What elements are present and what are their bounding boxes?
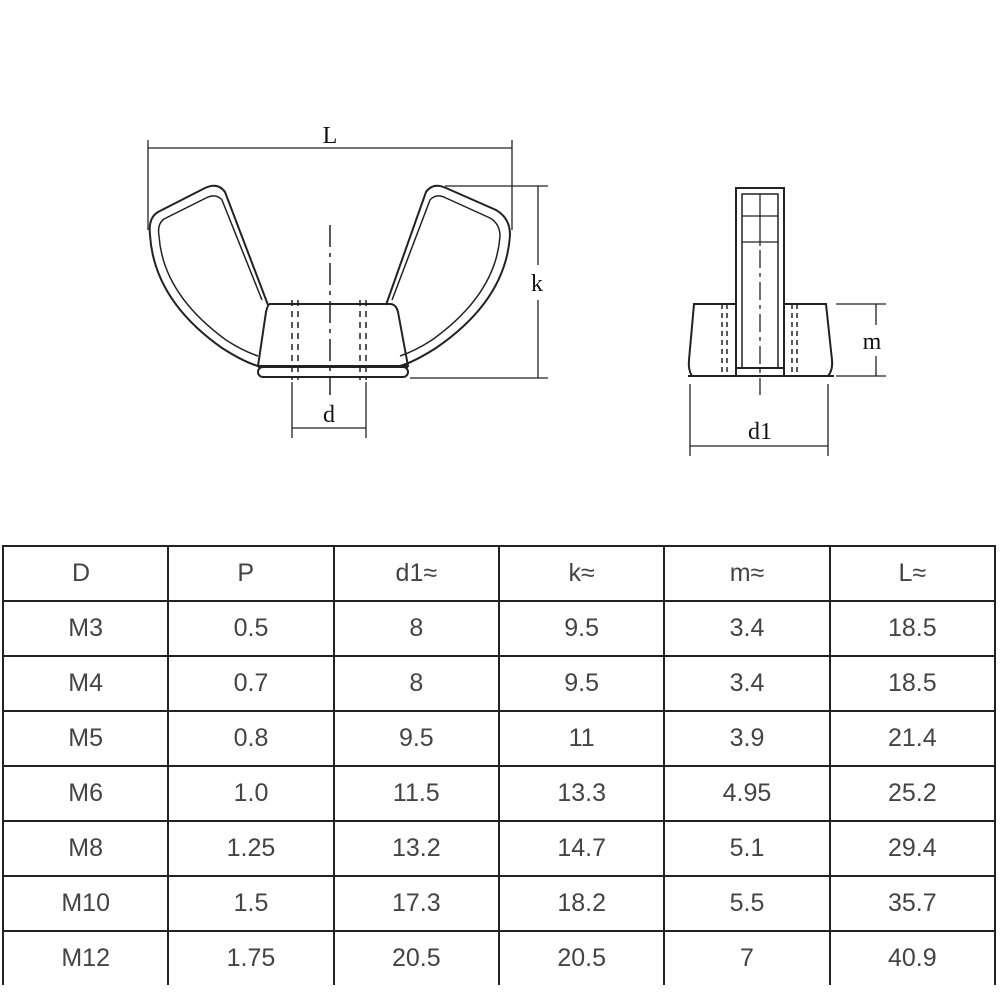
cell-d1: 20.5 xyxy=(334,931,499,985)
cell-d1: 9.5 xyxy=(334,711,499,766)
cell-D: M8 xyxy=(3,821,168,876)
cell-d1: 8 xyxy=(334,656,499,711)
header-k: k≈ xyxy=(499,546,664,601)
right-wing-inner xyxy=(392,196,500,356)
header-D: D xyxy=(3,546,168,601)
table-row xyxy=(3,876,995,931)
cell-L: 40.9 xyxy=(830,931,995,985)
cell-D: M12 xyxy=(3,931,168,985)
cell-m: 7 xyxy=(664,931,829,985)
right-wing xyxy=(386,186,510,366)
cell-P: 1.25 xyxy=(168,821,333,876)
cell-L: 18.5 xyxy=(830,601,995,656)
cell-m: 4.95 xyxy=(664,766,829,821)
header-m: m≈ xyxy=(664,546,829,601)
cell-k: 14.7 xyxy=(499,821,664,876)
cell-L: 29.4 xyxy=(830,821,995,876)
left-wing-inner xyxy=(159,196,262,356)
cell-P: 1.0 xyxy=(168,766,333,821)
hub-body xyxy=(258,304,408,366)
table-header-row xyxy=(3,546,995,601)
cell-k: 20.5 xyxy=(499,931,664,985)
table-row xyxy=(3,656,995,711)
cell-L: 35.7 xyxy=(830,876,995,931)
cell-P: 1.5 xyxy=(168,876,333,931)
header-d1: d1≈ xyxy=(334,546,499,601)
cell-d1: 17.3 xyxy=(334,876,499,931)
dimension-L xyxy=(148,140,512,230)
cell-m: 3.4 xyxy=(664,656,829,711)
cell-L: 25.2 xyxy=(830,766,995,821)
cell-D: M4 xyxy=(3,656,168,711)
table-row xyxy=(3,711,995,766)
dimension-k xyxy=(410,186,548,378)
cell-L: 21.4 xyxy=(830,711,995,766)
table-row xyxy=(3,821,995,876)
cell-k: 13.3 xyxy=(499,766,664,821)
cell-m: 3.4 xyxy=(664,601,829,656)
cell-m: 5.1 xyxy=(664,821,829,876)
left-wing xyxy=(150,186,268,366)
cell-P: 0.8 xyxy=(168,711,333,766)
cell-d1: 11.5 xyxy=(334,766,499,821)
front-view xyxy=(148,140,548,438)
cell-D: M6 xyxy=(3,766,168,821)
cell-P: 1.75 xyxy=(168,931,333,985)
table-row xyxy=(3,601,995,656)
spec-table xyxy=(2,545,996,985)
cell-m: 3.9 xyxy=(664,711,829,766)
label-d1: d1 xyxy=(748,419,772,445)
cell-L: 18.5 xyxy=(830,656,995,711)
cell-P: 0.7 xyxy=(168,656,333,711)
cell-k: 11 xyxy=(499,711,664,766)
table-row xyxy=(3,766,995,821)
table-row xyxy=(3,931,995,985)
side-hub-body xyxy=(689,304,736,376)
label-L: L xyxy=(322,123,338,149)
cell-d1: 13.2 xyxy=(334,821,499,876)
header-P: P xyxy=(168,546,333,601)
cell-k: 18.2 xyxy=(499,876,664,931)
label-m: m xyxy=(862,329,882,355)
label-k: k xyxy=(531,271,543,297)
header-L: L≈ xyxy=(830,546,995,601)
label-d: d xyxy=(323,402,335,428)
cell-D: M3 xyxy=(3,601,168,656)
cell-k: 9.5 xyxy=(499,601,664,656)
cell-D: M10 xyxy=(3,876,168,931)
cell-k: 9.5 xyxy=(499,656,664,711)
cell-P: 0.5 xyxy=(168,601,333,656)
cell-d1: 8 xyxy=(334,601,499,656)
side-view xyxy=(688,188,886,456)
cell-m: 5.5 xyxy=(664,876,829,931)
cell-D: M5 xyxy=(3,711,168,766)
